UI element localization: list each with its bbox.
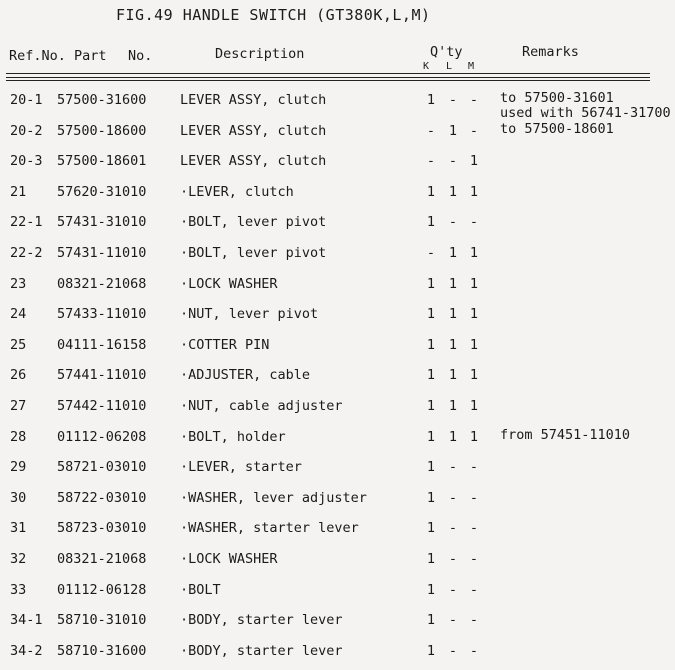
ref-no-cell: 29 (10, 459, 27, 476)
part-no-cell: 57620-31010 (57, 183, 147, 200)
part-no-cell: 57442-11010 (57, 397, 147, 414)
description-cell: ·ADJUSTER, cable (180, 367, 311, 384)
qty-k-cell: 1 (426, 428, 436, 445)
qty-m-cell: 1 (469, 397, 479, 414)
ref-no-cell: 34-2 (10, 642, 43, 659)
qty-m-cell: - (469, 581, 479, 598)
remarks-cell (500, 91, 671, 121)
qty-l-cell: - (448, 612, 458, 629)
description-cell: ·COTTER PIN (180, 336, 270, 353)
ref-no-cell: 22-2 (10, 244, 43, 261)
header-description: Description (215, 46, 305, 62)
ref-no-cell: 32 (10, 550, 27, 567)
remark-line: from 57451-11010 (500, 426, 631, 443)
table-row (0, 456, 675, 487)
header-qty-k: K (423, 61, 430, 72)
parts-table (0, 89, 675, 670)
part-no-cell: 01112-06208 (57, 428, 147, 445)
ref-no-cell: 31 (10, 520, 27, 537)
qty-m-cell: - (469, 122, 479, 139)
qty-l-cell: - (448, 520, 458, 537)
ref-no-cell: 33 (10, 581, 27, 598)
qty-k-cell: 1 (426, 520, 436, 537)
qty-l-cell: - (448, 489, 458, 506)
description-cell: ·LEVER, starter (180, 459, 302, 476)
description-cell: LEVER ASSY, clutch (180, 153, 327, 170)
table-row (0, 150, 675, 181)
description-cell: LEVER ASSY, clutch (180, 92, 327, 108)
remarks-cell (500, 428, 630, 443)
header-divider (6, 80, 650, 81)
qty-m-cell: 1 (469, 306, 479, 323)
qty-l-cell: - (448, 581, 458, 598)
description-cell: ·BOLT, holder (180, 428, 286, 445)
qty-k-cell: 1 (426, 642, 436, 659)
ref-no-cell: 23 (10, 275, 27, 292)
qty-k-cell: 1 (426, 612, 436, 629)
qty-k-cell: - (426, 244, 436, 261)
remark-line: used with 56741-31700 (500, 105, 671, 121)
part-no-cell: 57500-31600 (57, 92, 147, 108)
qty-m-cell: - (469, 642, 479, 659)
description-cell: ·LOCK WASHER (180, 275, 278, 292)
table-row (0, 395, 675, 426)
qty-l-cell: - (448, 550, 458, 567)
qty-l-cell: - (448, 214, 458, 231)
ref-no-cell: 28 (10, 428, 27, 445)
table-row (0, 579, 675, 610)
qty-k-cell: - (426, 122, 436, 139)
ref-no-cell: 26 (10, 367, 27, 384)
part-no-cell: 57500-18600 (57, 122, 147, 139)
header-part: Part (74, 48, 107, 64)
ref-no-cell: 20-1 (10, 92, 43, 108)
part-no-cell: 58723-03010 (57, 520, 147, 537)
header-qty-l: L (446, 61, 453, 72)
table-row (0, 487, 675, 518)
ref-no-cell: 27 (10, 397, 27, 414)
ref-no-cell: 34-1 (10, 612, 43, 629)
table-row (0, 364, 675, 395)
qty-l-cell: 1 (448, 122, 458, 139)
qty-k-cell: 1 (426, 306, 436, 323)
remarks-cell (500, 122, 614, 137)
part-no-cell: 58722-03010 (57, 489, 147, 506)
part-no-cell: 57431-11010 (57, 244, 147, 261)
header-qty-m: M (468, 61, 475, 72)
qty-k-cell: 1 (426, 336, 436, 353)
table-row (0, 548, 675, 579)
description-cell: ·BOLT, lever pivot (180, 244, 327, 261)
description-cell: ·NUT, lever pivot (180, 306, 319, 323)
qty-l-cell: - (448, 642, 458, 659)
table-row (0, 517, 675, 548)
table-row (0, 89, 675, 120)
header-ref-no: Ref.No. (9, 48, 66, 64)
qty-m-cell: - (469, 92, 479, 108)
qty-k-cell: 1 (426, 275, 436, 292)
qty-k-cell: 1 (426, 397, 436, 414)
description-cell: ·BOLT (180, 581, 221, 598)
table-row (0, 242, 675, 273)
part-no-cell: 04111-16158 (57, 336, 147, 353)
header-divider (6, 73, 650, 74)
qty-l-cell: - (448, 153, 458, 170)
ref-no-cell: 20-2 (10, 122, 43, 139)
qty-k-cell: 1 (426, 581, 436, 598)
part-no-cell: 58710-31600 (57, 642, 147, 659)
table-row (0, 211, 675, 242)
ref-no-cell: 30 (10, 489, 27, 506)
figure-title: FIG.49 HANDLE SWITCH (GT380K,L,M) (116, 6, 431, 24)
qty-m-cell: 1 (469, 275, 479, 292)
header-qty: Q'ty (430, 44, 463, 60)
remark-line: to 57500-31601 (500, 90, 614, 106)
qty-m-cell: - (469, 550, 479, 567)
description-cell: LEVER ASSY, clutch (180, 122, 327, 139)
qty-m-cell: 1 (469, 244, 479, 261)
description-cell: ·BODY, starter lever (180, 642, 343, 659)
description-cell: ·LEVER, clutch (180, 183, 294, 200)
qty-l-cell: 1 (448, 275, 458, 292)
table-row (0, 640, 675, 670)
qty-l-cell: - (448, 92, 458, 108)
table-row (0, 273, 675, 304)
part-no-cell: 58721-03010 (57, 459, 147, 476)
qty-l-cell: 1 (448, 428, 458, 445)
qty-k-cell: 1 (426, 550, 436, 567)
table-row (0, 334, 675, 365)
description-cell: ·LOCK WASHER (180, 550, 278, 567)
table-row (0, 303, 675, 334)
header-no: No. (128, 48, 153, 64)
qty-l-cell: 1 (448, 183, 458, 200)
part-no-cell: 57500-18601 (57, 153, 147, 170)
qty-l-cell: 1 (448, 244, 458, 261)
part-no-cell: 01112-06128 (57, 581, 147, 598)
header-remarks: Remarks (522, 44, 579, 60)
description-cell: ·WASHER, starter lever (180, 520, 359, 537)
qty-k-cell: 1 (426, 92, 436, 108)
part-no-cell: 57441-11010 (57, 367, 147, 384)
ref-no-cell: 24 (10, 306, 27, 323)
qty-l-cell: 1 (448, 336, 458, 353)
qty-l-cell: - (448, 459, 458, 476)
qty-m-cell: 1 (469, 367, 479, 384)
part-no-cell: 08321-21068 (57, 275, 147, 292)
qty-m-cell: 1 (469, 428, 479, 445)
qty-k-cell: 1 (426, 367, 436, 384)
part-no-cell: 58710-31010 (57, 612, 147, 629)
qty-k-cell: 1 (426, 489, 436, 506)
qty-k-cell: - (426, 153, 436, 170)
qty-m-cell: - (469, 489, 479, 506)
description-cell: ·BOLT, lever pivot (180, 214, 327, 231)
ref-no-cell: 25 (10, 336, 27, 353)
description-cell: ·WASHER, lever adjuster (180, 489, 367, 506)
table-row (0, 120, 675, 151)
qty-k-cell: 1 (426, 459, 436, 476)
table-row (0, 426, 675, 457)
header-divider (6, 77, 650, 78)
ref-no-cell: 20-3 (10, 153, 43, 170)
ref-no-cell: 22-1 (10, 214, 43, 231)
qty-m-cell: 1 (469, 336, 479, 353)
qty-m-cell: 1 (469, 183, 479, 200)
description-cell: ·BODY, starter lever (180, 612, 343, 629)
qty-m-cell: - (469, 459, 479, 476)
ref-no-cell: 21 (10, 183, 27, 200)
qty-m-cell: - (469, 214, 479, 231)
part-no-cell: 57431-31010 (57, 214, 147, 231)
description-cell: ·NUT, cable adjuster (180, 397, 343, 414)
qty-l-cell: 1 (448, 397, 458, 414)
part-no-cell: 08321-21068 (57, 550, 147, 567)
qty-k-cell: 1 (426, 214, 436, 231)
part-no-cell: 57433-11010 (57, 306, 147, 323)
qty-m-cell: - (469, 612, 479, 629)
qty-l-cell: 1 (448, 306, 458, 323)
qty-l-cell: 1 (448, 367, 458, 384)
table-row (0, 609, 675, 640)
qty-m-cell: - (469, 520, 479, 537)
qty-m-cell: 1 (469, 153, 479, 170)
qty-k-cell: 1 (426, 183, 436, 200)
table-row (0, 181, 675, 212)
remark-line: to 57500-18601 (500, 120, 614, 137)
